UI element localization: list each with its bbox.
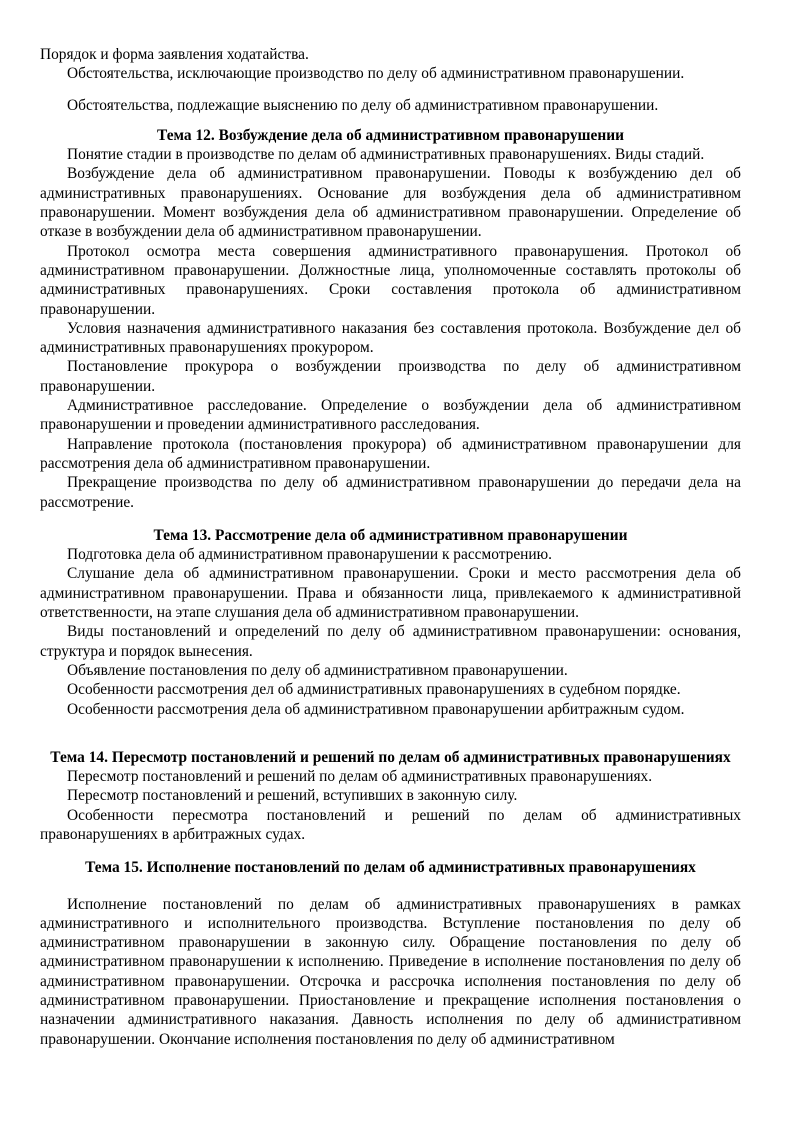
topic-12-paragraph-8: Прекращение производства по делу об административном правонарушении до передачи дела на рассмотрение. bbox=[40, 474, 741, 511]
topic-14-heading: Тема 14. Пересмотр постановлений и решений по делам об административных правонарушениях bbox=[50, 748, 731, 766]
topic-13-paragraph-4: Объявление постановления по делу об административном правонарушении. bbox=[67, 661, 568, 679]
topic-13-paragraph-2: Слушание дела об административном правонарушении. Сроки и место рассмотрения дела об административном правонарушении. Права и обязанности лица, привлекаемого к административной ответственности, на этапе слушания дела об административном правонарушении. bbox=[40, 565, 741, 622]
topic-12-heading: Тема 12. Возбуждение дела об административном правонарушении bbox=[157, 126, 624, 144]
topic-13-paragraph-1: Подготовка дела об административном правонарушении к рассмотрению. bbox=[67, 546, 552, 564]
topic-13-paragraph-6: Особенности рассмотрения дела об административном правонарушении арбитражным судом. bbox=[67, 700, 685, 718]
topic-15-paragraph-1: Исполнение постановлений по делам об административных правонарушениях в рамках административного и исполнительного производства. Вступление постановления по делу об административном правонарушении в законную силу. Обращение постановления по делу об административном правонарушении к исполнению. Приведение в исполнение постановления по делу об административном правонарушении. Отсрочка и рассрочка исполнения постановления по делу об административном правонарушении. Приостановление и прекращение исполнения постановления о назначении административного наказания. Давность исполнения по делу об административном правонарушении. Окончание исполнения постановления по делу об административном bbox=[40, 895, 741, 1048]
topic-12-paragraph-2: Возбуждение дела об административном правонарушении. Поводы к возбуждению дел об административных правонарушениях. Основание для возбуждения дела об административном правонарушении. Момент возбуждения дела об административном правонарушении. Определение об отказе в возбуждении дела об административном правонарушении. bbox=[40, 165, 741, 241]
topic-14-paragraph-2: Пересмотр постановлений и решений, вступивших в законную силу. bbox=[67, 787, 518, 805]
topic-12-paragraph-6: Административное расследование. Определение о возбуждении дела об административном правонарушении и проведении административного расследования. bbox=[40, 397, 741, 434]
topic-14-paragraph-1: Пересмотр постановлений и решений по делам об административных правонарушениях. bbox=[67, 768, 653, 786]
topic-13-paragraph-3: Виды постановлений и определений по делу об административном правонарушении: основания, структура и порядок вынесения. bbox=[40, 623, 741, 660]
topic-12-paragraph-3: Протокол осмотра места совершения административного правонарушения. Протокол об административном правонарушении. Должностные лица, уполномоченные составлять протоколы об административных правонарушениях. Сроки составления протокола об административном правонарушении. bbox=[40, 242, 741, 318]
intro-line-3: Обстоятельства, подлежащие выяснению по делу об административном правонарушении. bbox=[67, 96, 659, 114]
topic-12-paragraph-4: Условия назначения административного наказания без составления протокола. Возбуждение дел об административных правонарушениях прокурором. bbox=[40, 319, 741, 357]
topic-13-paragraph-5: Особенности рассмотрения дел об административных правонарушениях в судебном порядке. bbox=[67, 681, 681, 699]
topic-12-paragraph-7: Направление протокола (постановления прокурора) об административном правонарушении для рассмотрения дела об административном правонарушении. bbox=[40, 435, 741, 472]
intro-line-1: Порядок и форма заявления ходатайства. bbox=[40, 46, 309, 63]
topic-15-heading: Тема 15. Исполнение постановлений по делам об административных правонарушениях bbox=[85, 859, 696, 877]
topic-12-paragraph-1: Понятие стадии в производстве по делам об административных правонарушениях. Виды стадий. bbox=[67, 146, 705, 164]
topic-13-heading: Тема 13. Рассмотрение дела об административном правонарушении bbox=[153, 526, 628, 544]
topic-12-paragraph-5: Постановление прокурора о возбуждении производства по делу об административном правонарушении. bbox=[40, 358, 741, 395]
topic-14-paragraph-3: Особенности пересмотра постановлений и решений по делам об административных правонарушениях в арбитражных судах. bbox=[40, 806, 741, 843]
intro-line-2: Обстоятельства, исключающие производство по делу об административном правонарушении. bbox=[67, 65, 685, 83]
